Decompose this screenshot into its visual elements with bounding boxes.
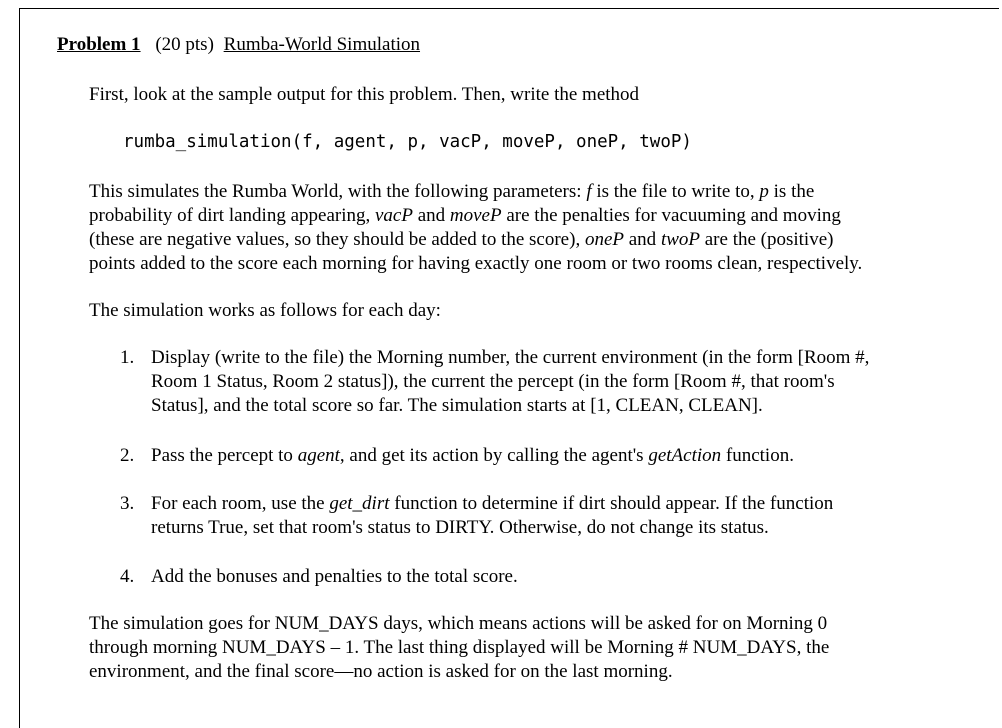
closing-line-1: The simulation goes for NUM_DAYS days, which means actions will be asked for on Morning 0 [89,613,828,634]
list-number: 1. [120,347,135,368]
problem-title: Rumba-World Simulation [223,34,421,55]
list-body: Add the bonuses and penalties to the total score. [151,566,518,587]
problem-points: (20 pts) [155,34,214,55]
intro-paragraph [89,83,959,107]
problem-number: Problem 1 [57,34,141,55]
parameters-line-3: (these are negative values, so they should be added to the score), oneP and twoP are the (positive) [89,229,834,250]
method-signature: rumba_simulation(f, agent, p, vacP, moveP, oneP, twoP) [123,132,692,152]
parameters-paragraph [89,180,959,276]
intro-text: First, look at the sample output for this problem. Then, write the method [89,84,640,105]
list-body: For each room, use the get_dirt function to determine if dirt should appear. If the function returns True, set that room's status to DIRTY. Otherwise, do not change its status. [151,493,834,538]
problem-heading [57,34,420,56]
closing-line-2: through morning NUM_DAYS – 1. The last thing displayed will be Morning # NUM_DAYS, the [89,637,830,658]
parameters-line-4: points added to the score each morning for having exactly one room or two rooms clean, respectively. [89,253,863,274]
list-body: Pass the percept to agent, and get its action by calling the agent's getAction function. [151,445,794,466]
parameters-line-1: This simulates the Rumba World, with the following parameters: f is the file to write to, p is the [89,181,815,202]
parameters-line-2: probability of dirt landing appearing, vacP and moveP are the penalties for vacuuming and moving [89,205,841,226]
list-number: 2. [120,445,135,466]
list-number: 4. [120,566,135,587]
closing-paragraph [89,612,959,684]
works-intro: The simulation works as follows for each day: [89,300,441,321]
list-body: Display (write to the file) the Morning number, the current environment (in the form [Room #, Room 1 Status, Room 2 status]), the current the percept (in the form [Room #, that room's Status], and the total score so far. The simulation starts at [1, CLEAN, CLEAN]. [151,347,870,416]
list-number: 3. [120,493,135,514]
closing-line-3: environment, and the final score—no action is asked for on the last morning. [89,661,673,682]
